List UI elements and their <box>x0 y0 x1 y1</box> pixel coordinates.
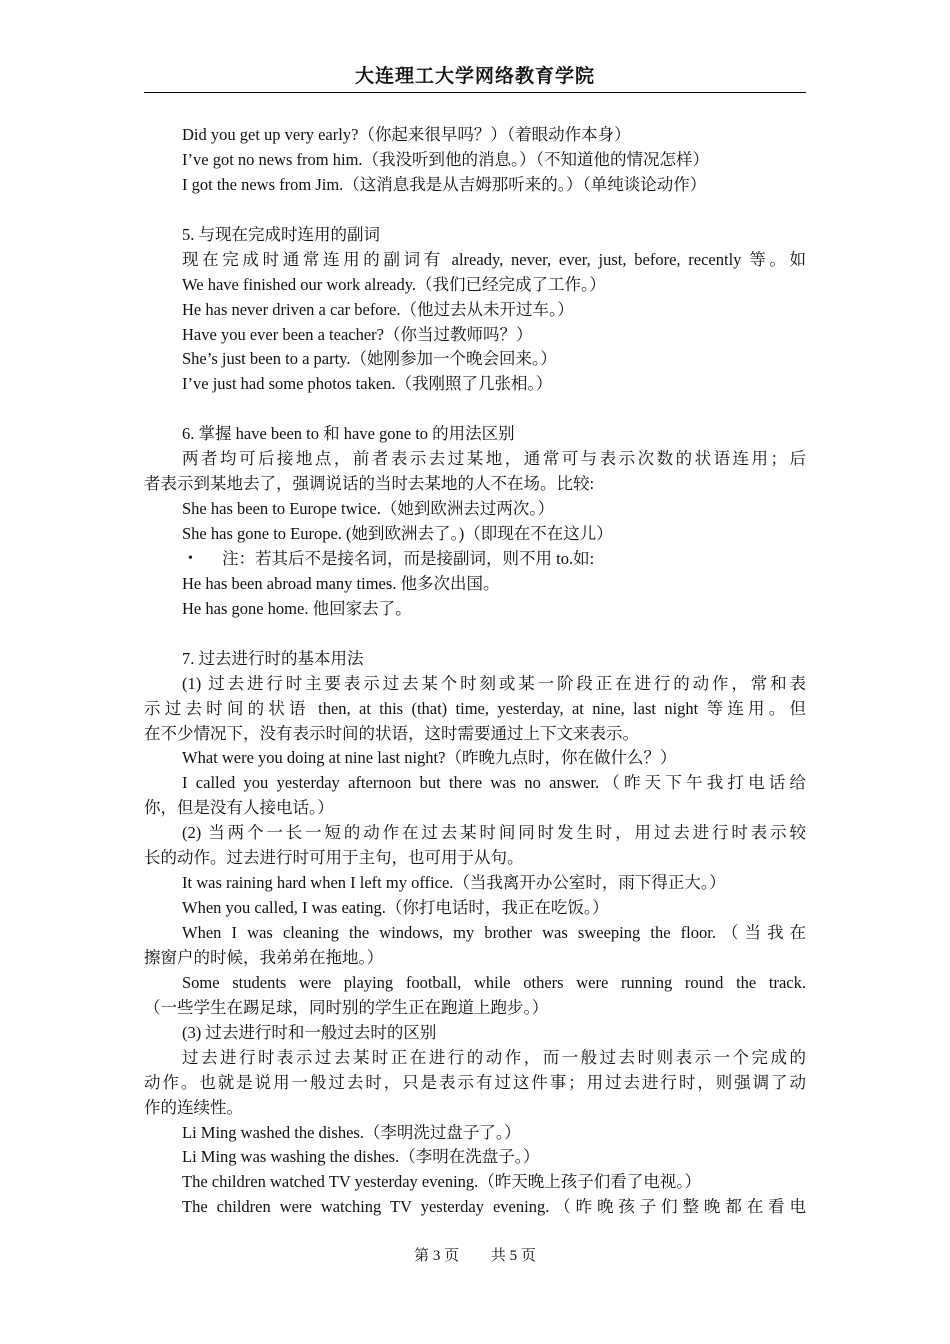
text-line: (1) 过去进行时主要表示过去某个时刻或某一阶段正在进行的动作，常和表 <box>182 673 806 693</box>
text-line: 你，但是没有人接电话。） <box>144 798 334 818</box>
blank-line <box>144 198 806 223</box>
text-line: 长的动作。过去进行时可用于主句，也可用于从句。 <box>144 848 524 868</box>
text-line: Some students were playing football, while others were running round the track. <box>182 972 806 992</box>
text-line: It was raining hard when I left my office.（当我离开办公室时，雨下得正大。） <box>182 873 726 893</box>
text-line: He has been abroad many times. 他多次出国。 <box>182 573 500 593</box>
section-heading: 6. 掌握 have been to 和 have gone to 的用法区别 <box>182 424 515 444</box>
text-line: （一些学生在踢足球，同时别的学生正在跑道上跑步。） <box>144 997 549 1017</box>
text-line: 过去进行时表示过去某时正在进行的动作，而一般过去时则表示一个完成的 <box>182 1047 806 1067</box>
note-text: 注：若其后不是接名词，而是接副词，则不用 to.如: <box>222 548 595 568</box>
text-line: I called you yesterday afternoon but there was no answer.（昨天下午我打电话给 <box>182 773 806 793</box>
text-line: I’ve got no news from him.（我没听到他的消息。）（不知道他的情况怎样） <box>182 149 710 169</box>
page-footer <box>0 1244 950 1265</box>
page-number: 第 3 页 <box>414 1248 460 1264</box>
page-total: 共 5 页 <box>490 1248 536 1264</box>
text-line: When I was cleaning the windows, my brother was sweeping the floor.（当我在 <box>182 923 806 942</box>
text-line: I got the news from Jim.（这消息我是从吉姆那听来的。）（单纯谈论动作） <box>182 174 707 194</box>
text-line: Did you get up very early?（你起来很早吗？）（着眼动作本身） <box>182 125 631 144</box>
text-line: (3) 过去进行时和一般过去时的区别 <box>182 1022 437 1042</box>
text-line: What were you doing at nine last night?（昨晚九点时，你在做什么？） <box>182 748 677 768</box>
text-line: 示过去时间的状语 then, at this (that) time, yesterday, at nine, last night 等连用。但 <box>144 698 806 718</box>
text-line: We have finished our work already.（我们已经完成了工作。） <box>182 274 606 294</box>
text-line: (2) 当两个一长一短的动作在过去某时间同时发生时，用过去进行时表示较 <box>182 823 806 843</box>
text-line: 作的连续性。 <box>144 1097 243 1117</box>
section-heading: 7. 过去进行时的基本用法 <box>182 648 364 668</box>
text-line: The children watched TV yesterday evening.（昨天晚上孩子们看了电视。） <box>182 1172 702 1192</box>
text-line: 动作。也就是说用一般过去时，只是表示有过这件事；用过去进行时，则强调了动 <box>144 1072 806 1092</box>
text-line: She has gone to Europe. (她到欧洲去了。)（即现在不在这儿） <box>182 524 613 543</box>
text-line: 两者均可后接地点，前者表示去过某地，通常可与表示次数的状语连用；后 <box>182 449 806 469</box>
text-line: 者表示到某地去了，强调说话的当时去某地的人不在场。比较: <box>144 474 595 494</box>
text-line: 擦窗户的时候，我弟弟在拖地。） <box>144 947 384 967</box>
text-line: When you called, I was eating.（你打电话时，我正在吃饭。） <box>182 898 609 918</box>
text-line: She has been to Europe twice.（她到欧洲去过两次。） <box>182 499 555 519</box>
section-heading: 5. 与现在完成时连用的副词 <box>182 224 380 244</box>
text-line: Li Ming was washing the dishes.（李明在洗盘子。） <box>182 1147 540 1167</box>
text-line: He has gone home. 他回家去了。 <box>182 598 412 618</box>
text-line: 在不少情况下，没有表示时间的状语，这时需要通过上下文来表示。 <box>144 723 639 743</box>
document-body <box>144 123 806 1220</box>
bullet-note <box>144 547 806 572</box>
bullet-icon: • <box>188 550 193 566</box>
text-line: 现在完成时通常连用的副词有 already, never, ever, just, before, recently 等。如 <box>182 249 806 269</box>
header-title: 大连理工大学网络教育学院 <box>354 66 595 87</box>
page-header <box>144 62 806 93</box>
text-line: Li Ming washed the dishes.（李明洗过盘子了。） <box>182 1122 521 1142</box>
text-line: Have you ever been a teacher?（你当过教师吗？） <box>182 324 533 344</box>
blank-line <box>144 397 806 422</box>
blank-line <box>144 622 806 647</box>
text-line: The children were watching TV yesterday evening.（昨晚孩子们整晚都在看电 <box>182 1197 806 1217</box>
text-line: She’s just been to a party.（她刚参加一个晚会回来。） <box>182 349 557 369</box>
text-line: I’ve just had some photos taken.（我刚照了几张相。） <box>182 374 553 394</box>
text-line: He has never driven a car before.（他过去从未开过车。） <box>182 299 574 319</box>
